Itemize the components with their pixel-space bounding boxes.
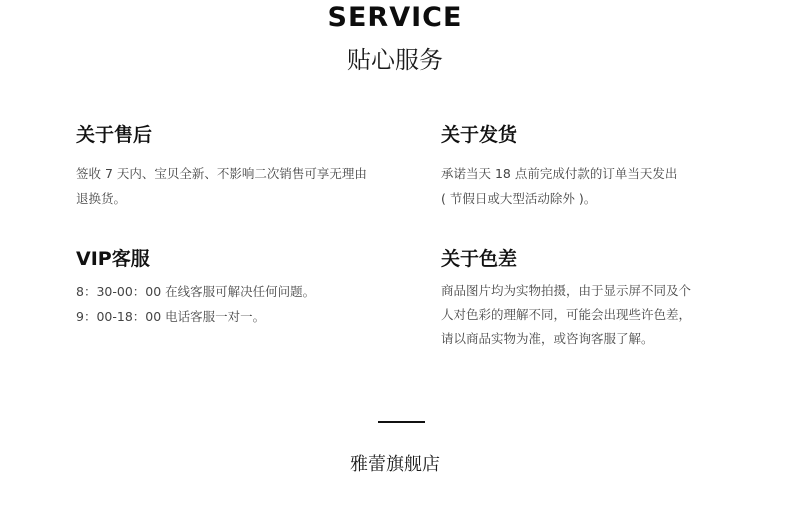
shipping-section bbox=[441, 123, 741, 211]
vip-service-section bbox=[76, 247, 406, 329]
color-difference-line-3: 请以商品实物为准，或咨询客服了解。 bbox=[441, 331, 654, 346]
after-sales-section bbox=[76, 123, 406, 211]
vip-service-heading: VIP客服 bbox=[76, 248, 150, 270]
vip-service-line-2: 9：00-18：00 电话客服一对一。 bbox=[76, 309, 266, 324]
after-sales-heading: 关于售后 bbox=[76, 124, 153, 146]
store-name: 雅蕾旗舰店 bbox=[350, 454, 440, 475]
vip-service-line-1: 8：30-00：00 在线客服可解决任何问题。 bbox=[76, 284, 316, 299]
divider-line bbox=[378, 421, 425, 423]
service-title-en: SERVICE bbox=[327, 2, 463, 33]
after-sales-line-2: 退换货。 bbox=[76, 191, 127, 206]
after-sales-line-1: 签收 7 天内、宝贝全新、不影响二次销售可享无理由 bbox=[76, 166, 367, 181]
service-title-zh: 贴心服务 bbox=[347, 46, 443, 74]
color-difference-heading: 关于色差 bbox=[441, 248, 518, 270]
color-difference-section bbox=[441, 247, 741, 351]
shipping-line-2: ( 节假日或大型活动除外 )。 bbox=[441, 191, 597, 206]
color-difference-line-2: 人对色彩的理解不同，可能会出现些许色差， bbox=[441, 307, 692, 322]
color-difference-line-1: 商品图片均为实物拍摄，由于显示屏不同及个 bbox=[441, 283, 692, 298]
shipping-line-1: 承诺当天 18 点前完成付款的订单当天发出 bbox=[441, 166, 678, 181]
shipping-heading: 关于发货 bbox=[441, 124, 518, 146]
